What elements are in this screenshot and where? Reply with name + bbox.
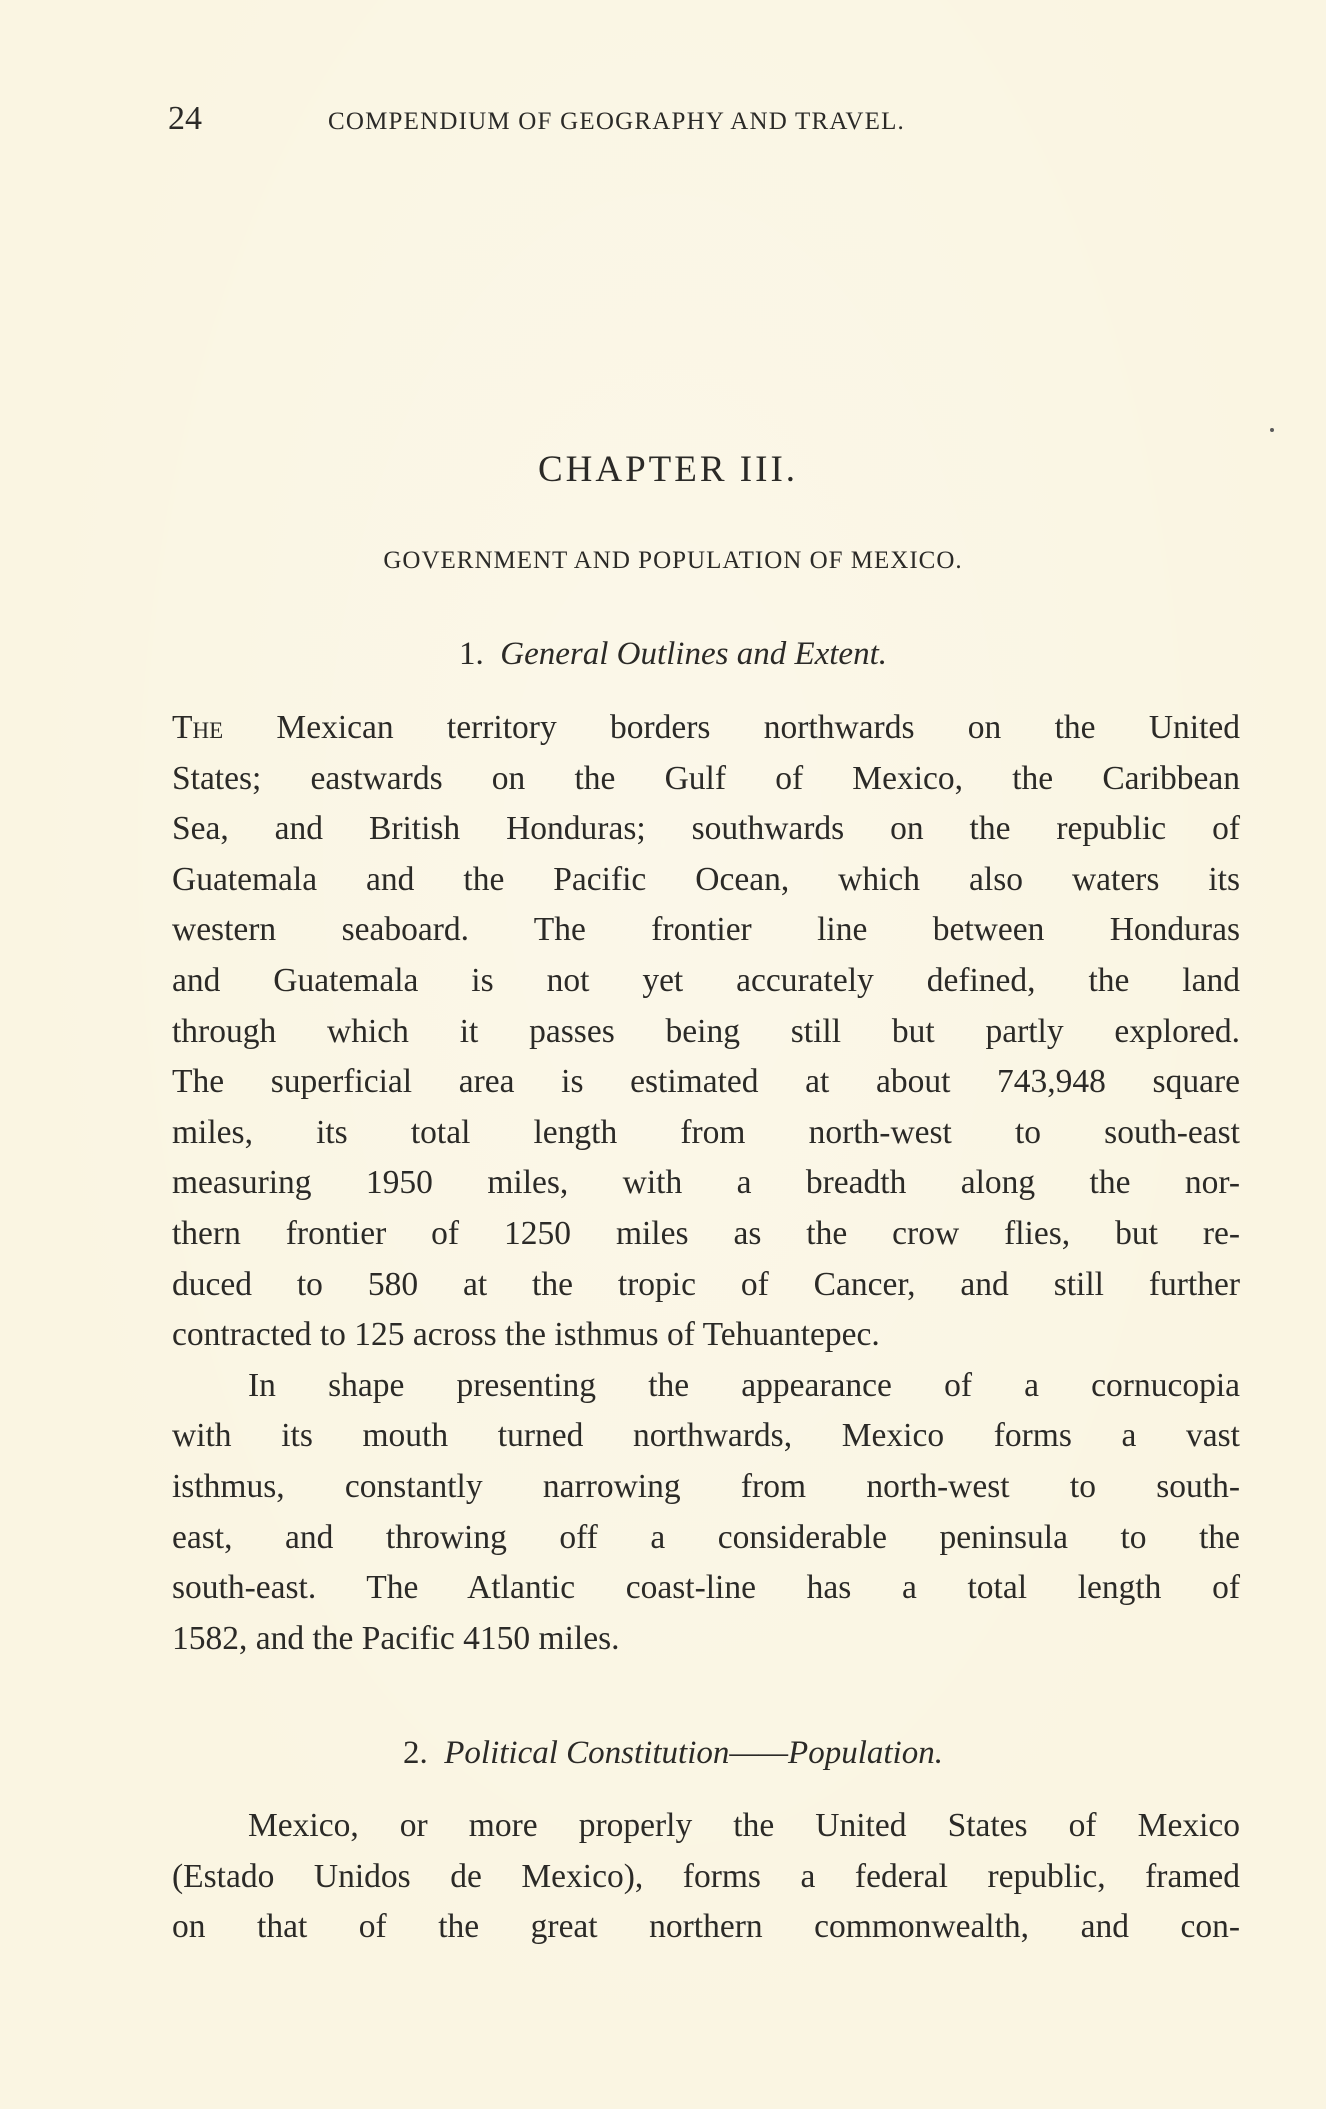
text-line: measuring 1950 miles, with a breadth along the nor- <box>172 1164 1240 1202</box>
paragraph <box>172 1361 1240 1665</box>
section-1-body <box>172 703 1240 1664</box>
text-line: western seaboard. The frontier line between Honduras <box>172 911 1240 949</box>
text-line: through which it passes being still but partly explored. <box>172 1012 1240 1050</box>
section-title: General Outlines and Extent. <box>500 636 887 672</box>
section-2-body <box>172 1801 1240 1953</box>
text-line: The superficial area is estimated at about 743,948 square <box>172 1063 1240 1101</box>
text-line: with its mouth turned northwards, Mexico forms a vast <box>172 1417 1240 1455</box>
text-line: south-east. The Atlantic coast-line has a total length of <box>172 1569 1240 1607</box>
text-line: isthmus, constantly narrowing from north-west to south- <box>172 1467 1240 1505</box>
text-line: contracted to 125 across the isthmus of Tehuantepec. <box>172 1316 880 1354</box>
text-line: Guatemala and the Pacific Ocean, which also waters its <box>172 860 1240 898</box>
text-line: on that of the great northern commonwealth, and con- <box>172 1908 1240 1946</box>
running-title: COMPENDIUM OF GEOGRAPHY AND TRAVEL. <box>328 108 906 135</box>
page-number: 24 <box>168 100 202 137</box>
running-head <box>168 100 1168 140</box>
text-line: thern frontier of 1250 miles as the crow flies, but re- <box>172 1214 1240 1252</box>
text-line: In shape presenting the appearance of a cornucopia <box>248 1366 1240 1404</box>
section-number: 1. <box>458 636 484 672</box>
section-number: 2. <box>403 1735 428 1771</box>
section-heading-1 <box>0 636 1326 673</box>
text-line: 1582, and the Pacific 4150 miles. <box>172 1619 620 1657</box>
chapter-subtitle: GOVERNMENT AND POPULATION OF MEXICO. <box>383 547 963 574</box>
paragraph <box>172 1801 1240 1953</box>
lead-word: The <box>172 709 224 746</box>
stray-dot-mark <box>1270 428 1274 432</box>
text-line: (Estado Unidos de Mexico), forms a federal republic, framed <box>172 1857 1240 1895</box>
section-title: Political Constitution——Population. <box>444 1735 943 1771</box>
text-line: east, and throwing off a considerable peninsula to the <box>172 1518 1240 1556</box>
text-line: duced to 580 at the tropic of Cancer, and still further <box>172 1265 1240 1303</box>
text-line: Sea, and British Honduras; southwards on the republic of <box>172 810 1240 848</box>
text-line: and Guatemala is not yet accurately defined, the land <box>172 961 1240 999</box>
chapter-title: CHAPTER III. <box>537 449 799 490</box>
text-line: miles, its total length from north-west to south-east <box>172 1113 1240 1151</box>
text-line: Mexico, or more properly the United States of Mexico <box>248 1807 1240 1844</box>
section-heading-2 <box>0 1735 1326 1772</box>
paragraph <box>172 703 1240 1361</box>
text-line: The Mexican territory borders northwards on the United <box>172 709 1240 746</box>
text-line: States; eastwards on the Gulf of Mexico, the Caribbean <box>172 759 1240 797</box>
